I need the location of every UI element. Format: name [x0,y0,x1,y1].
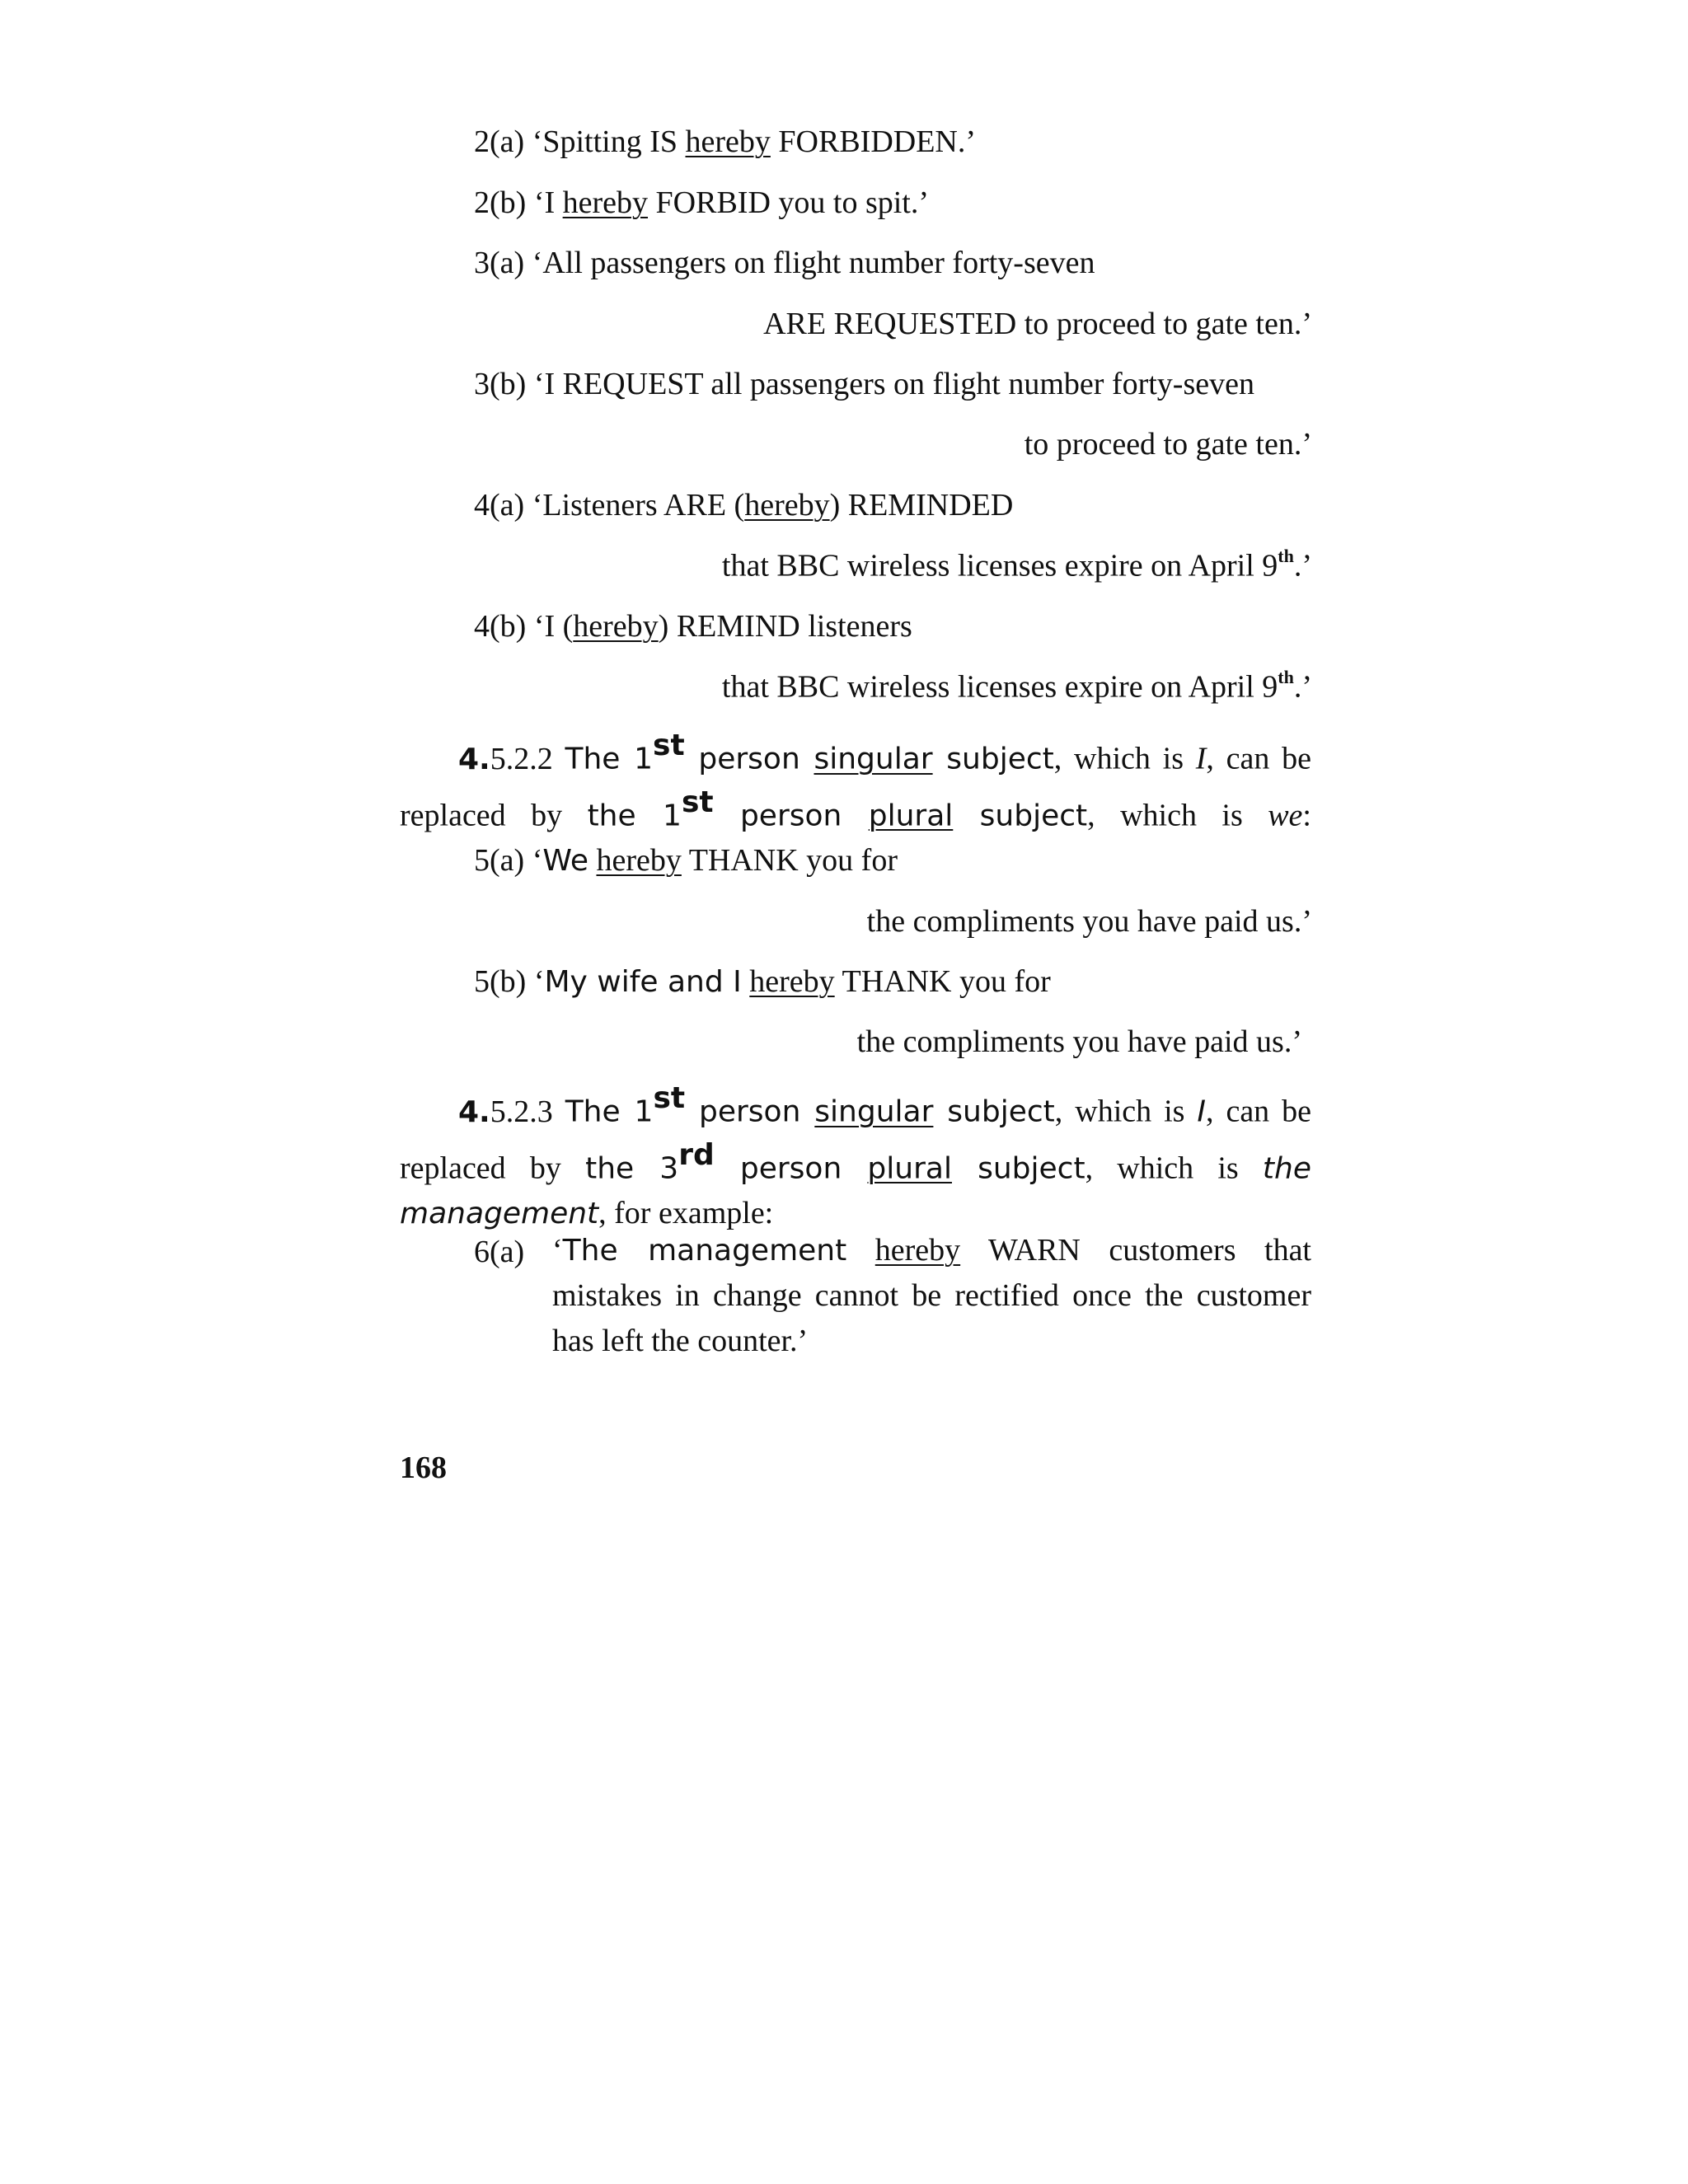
example-4a-line2 [721,546,1312,583]
section-number-bold: 4. [458,1094,490,1129]
quote-open: ‘ [532,488,543,523]
sans-phrase: the 1 [587,799,682,833]
example-text: that BBC wireless licenses expire on April 9 [721,548,1278,583]
example-text: THANK you for [681,843,898,878]
example-text: ) REMINDED [829,488,1014,523]
quote-open: ‘ [533,964,545,999]
body-text: , which is [1054,1094,1198,1129]
hereby-underlined: hereby [744,488,830,523]
sans-phrase: person [714,1151,868,1186]
italic-term: I [1195,741,1207,776]
sans-phrase: person [713,799,869,833]
hereby-underlined: hereby [749,964,835,999]
body-text: , which is [1085,1151,1263,1186]
example-text: .’ [1293,669,1312,705]
example-5a-line1 [474,845,898,876]
body-text: , which is [1053,741,1196,776]
example-5b-line2 [857,1026,1302,1057]
quote-open: ‘ [533,185,545,220]
example-text: ) REMIND listeners [658,609,912,644]
example-label: 3(a) [474,246,525,280]
sans-phrase: subject [951,1151,1085,1186]
body-text: , which is [1087,798,1268,833]
example-label: 4(b) [474,609,527,644]
section-4-5-2-3 [400,1078,1311,1236]
body-text: , can be replaced by [400,1094,1312,1186]
sans-phrase: The 1 [565,1094,654,1129]
quote-close: ’ [918,185,929,220]
example-text: THANK you for [834,964,1051,999]
example-4b-line2 [721,667,1312,705]
quote-close: ’ [1301,307,1312,341]
example-3b-line2 [1025,429,1312,460]
example-text: ARE REQUESTED to proceed to gate ten. [763,307,1302,341]
sans-phrase: subject [932,742,1054,776]
hereby-underlined: hereby [573,609,659,644]
sans-phrase: We [542,844,588,878]
example-text: the compliments you have paid us.’ [856,1024,1302,1059]
example-label: 3(b) [474,367,527,401]
example-label: 4(a) [474,488,525,523]
example-4b-line1 [474,611,912,642]
example-6a-label [474,1236,524,1268]
example-3a-line1 [474,247,1095,279]
quote-open: ‘ [532,843,543,878]
italic-term: we [1268,798,1303,833]
section-number-rest: 5.2.2 [490,741,565,776]
example-5b-line1 [474,966,1051,997]
example-text: I REQUEST all passengers on flight number forty-seven [544,367,1254,401]
example-text: .’ [1293,548,1312,583]
example-text: All passengers on flight number forty-seven [542,246,1095,280]
example-3b-line1 [474,368,1254,400]
superscript: st [681,785,714,819]
example-3a-line2 [763,308,1312,340]
sans-phrase: The 1 [565,742,654,776]
example-text: that BBC wireless licenses expire on April 9 [721,669,1278,705]
section-number-rest: 5.2.3 [490,1094,565,1129]
quote-open: ‘ [532,246,543,280]
example-label: 2(b) [474,185,527,220]
hereby-underlined: hereby [874,1233,961,1268]
example-label: 5(a) [474,843,525,878]
example-text: to proceed to gate ten. [1024,427,1302,462]
italic-term: I [1197,1094,1206,1129]
singular-underlined: singular [814,1094,934,1129]
example-label: 5(b) [474,964,527,999]
quote-open: ‘ [532,124,543,159]
superscript: th [1278,546,1294,566]
plural-underlined: plural [868,799,954,833]
singular-underlined: singular [814,742,933,776]
example-2a [474,126,976,157]
example-text: Spitting IS [542,124,686,159]
italic-term: the management [400,1151,1311,1231]
sans-phrase: My wife and I [544,965,742,999]
quote-open: ‘ [533,609,545,644]
superscript: rd [678,1137,715,1172]
example-4a-line1 [474,490,1013,521]
hereby-underlined: hereby [596,843,682,878]
sans-phrase: the 3 [585,1151,679,1186]
example-5a-line2 [867,906,1312,937]
example-6a [552,1228,1311,1364]
example-text: FORBIDDEN. [770,124,966,159]
plural-underlined: plural [867,1151,952,1186]
example-text: FORBID you to spit. [648,185,919,220]
superscript: st [653,729,685,762]
hereby-underlined: hereby [685,124,771,159]
quote-open: ‘ [552,1233,563,1268]
quote-open: ‘ [533,367,545,401]
example-label: 6(a) [474,1235,525,1269]
sans-phrase: subject [933,1094,1055,1129]
sans-phrase: subject [953,799,1088,833]
section-4-5-2-2 [400,725,1311,838]
section-number-bold: 4. [458,742,490,776]
example-text: I ( [544,609,574,644]
example-text: the compliments you have paid us.’ [866,904,1312,939]
superscript: th [1278,667,1294,687]
quote-close: ’ [1301,427,1312,462]
section-number [400,742,565,776]
example-text: I [544,185,563,220]
example-2b [474,187,929,218]
body-text: , can be replaced by [400,741,1312,833]
example-label: 2(a) [474,124,525,159]
example-text: Listeners ARE ( [542,488,745,523]
body-text: , for example: [598,1196,774,1231]
superscript: st [653,1081,686,1115]
quote-close: ’ [965,124,977,159]
sans-phrase: The management [562,1234,847,1268]
page-number: 168 [400,1451,447,1485]
hereby-underlined: hereby [562,185,649,220]
section-number [400,1094,565,1129]
body-text: : [1302,798,1311,833]
example-text: WARN customers that mistakes in change cannot be rectified once the customer has left the counter.’ [552,1233,1311,1358]
sans-phrase: person [684,742,814,776]
sans-phrase: person [685,1094,815,1129]
